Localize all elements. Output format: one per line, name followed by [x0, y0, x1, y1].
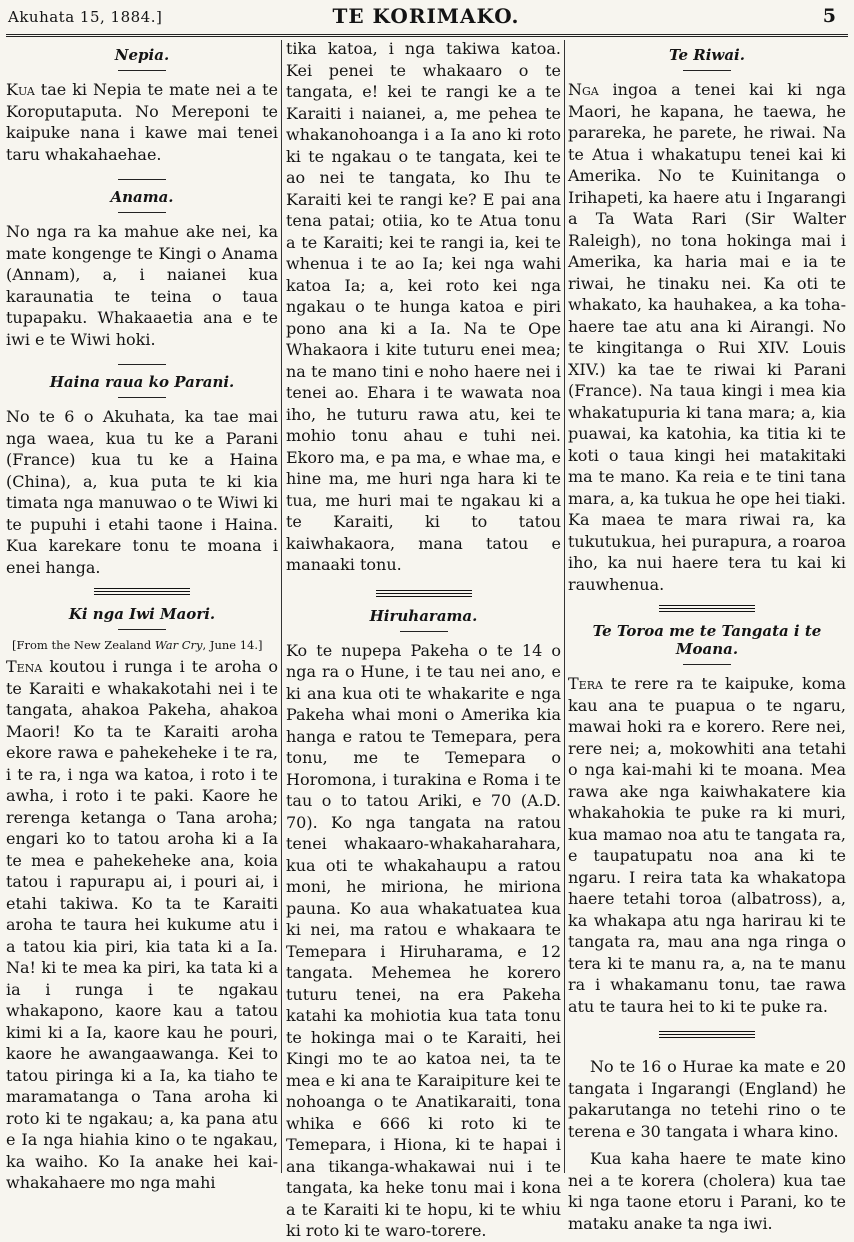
double-rule [659, 1031, 755, 1038]
article-body-hiruharama: Ko te nupepa Pakeha o te 14 o nga ra o Hune, i te tau nei ano, e ki ana kua oti te whakarite e nga Pakeha whai moni o Amerika kia hanga e ratou te Temepara, pera tonu, me te Temepara o Horomona, i turakina e Roma i te tau o to tatou Ariki, e 70 (A.D. 70). Ko nga tangata na ratou tenei whakaaro-whakaharahara, kua oti te whakahaupu a ratou moni, he miriona, he miriona pauna. Ko aua whakatuatea kua ki nei, ma ratou e whakaara te Temepara i Hiruharama, e 12 tangata. Mehemea he korero tuturu tenei, na era Pakeha katahi ka mohiotia kua tata tonu te hokinga mai o te Karaiti, hei Kingi mo te ao katoa nei, ta te mea e ki ana te Karaipiture kei te nohoanga o te Anatikaraiti, tona whika e 666 ki roto ki te Temepara, i Hiona, ki te hapai i ana tikanga-whakawai nui i te tangata, ka heke tonu mai i kona a te Karaiti ki te hopu, ki te whiu ki roto ki te waro-torere. [286, 640, 561, 1240]
article-title-iwi-maori: Ki nga Iwi Maori. [68, 605, 216, 623]
article-body-riwai [568, 79, 846, 595]
source-publication: War Cry [154, 638, 203, 652]
article-body-nepia [6, 79, 278, 165]
article-body-haina: No te 6 o Akuhata, ka tae mai nga waea, kua tu ke a Parani (France) kua tu ke a Haina (China), a, kua puta te ki kia timata nga manuwao o te Wiwi ki te pupuhi i etahi taone i Haina. Kua karekare tonu te moana i enei hanga. [6, 407, 278, 577]
article-text: te rere ra te kaipuke, koma kau ana te puapua o te ngaru, mawai hoki ra e korero. Rere nei, rere nei; a, mokowhiti ana tetahi o nga kai-mahi ki te moana. Mea rawa ake nga kaiwhakatere kia whakahokia te puke ra ki muri, kua mamao noa atu te tangata ra, e taupatupatu noa ana ki te ngaru. I reira tata ka whakatopa haere tetahi toroa (albatross), a, ka whakapa atu nga harirau ki te tangata ra, mau ana nga ringa o tera ki te manu ra, a, na te manu ra i whakamanu tonu, tae rawa atu te taura hei to ki te puke ra. [568, 674, 846, 1016]
article-source [12, 638, 278, 652]
article-title-riwai: Te Riwai. [669, 46, 745, 64]
column-2 [286, 39, 561, 1240]
short-rule [118, 212, 166, 213]
article-body-toroa [568, 673, 846, 1017]
article-text: tae ki Nepia te mate nei a te Koroputaputa. No Mereponi te kaipuke nana i kawe mai tenei taru whakahaehae. [6, 80, 278, 164]
masthead [8, 2, 844, 32]
issue-date: Akuhata 15, 1884.] [8, 8, 163, 26]
notice-england: No te 16 o Hurae ka mate e 20 tangata i Ingarangi (England) he pakarutanga no tetehi rino o te terena e 30 tangata i whara kino. [568, 1057, 846, 1141]
article-title-nepia: Nepia. [114, 46, 170, 64]
column-1 [6, 44, 278, 1192]
short-rule [683, 70, 731, 71]
page-number: 5 [822, 5, 836, 27]
article-title-toroa: Te Toroa me te Tangata i te Moana. [592, 622, 822, 658]
article-body-iwi-maori [6, 656, 278, 1194]
column-3 [568, 44, 846, 1233]
column-divider [564, 40, 565, 1173]
lead-word: Nga [568, 80, 599, 99]
short-rule [118, 397, 166, 398]
article-body-iwi-maori-continued: tika katoa, i nga takiwa katoa. Kei penei te whakaaro o te tangata, e! kei te rangi ke a te Karaiti i naianei, a, me pehea te whakanohoanga i a Ia ano ki roto ki te ngakau o te tangata, kei te ao nei te tangata, ko Ihu te Karaiti kei te rangi ke? E pai ana tena patai; otiia, ko te Atua tonu a te Karaiti; kei te rangi ia, kei te whenua i te ao Ia; kei nga wahi katoa Ia; a, kei roto kei nga ngakau o te hunga katoa e piri pono ana ki a Ia. Na te Ope Whakaora i kite tuturu enei mea; na te mano tini e noho haere nei i tenei ao. Ehara i te wawata noa iho, he tuturu rawa atu, kei te mohio tonu ahau e tuhi nei. Ekoro ma, e pa ma, e whae ma, e hine ma, me huri nga hara ki te tua, me huri mai te ngakau ki a te Karaiti, ki to tatou kaiwhakaora, mana tatou e manaaki tonu. [286, 39, 561, 574]
source-suffix: , June 14.] [202, 638, 263, 652]
header-rule [6, 34, 848, 37]
source-prefix: [From the New Zealand [12, 638, 155, 652]
article-body-anama: No nga ra ka mahue ake nei, ka mate kongenge te Kingi o Anama (Annam), a, i naianei kua karaunatia te teina o taua tupapaku. Whakaaetia ana e te iwi e te Wiwi hoki. [6, 222, 278, 349]
article-title-anama: Anama. [110, 188, 174, 206]
short-rule [683, 664, 731, 665]
article-text: koutou i runga i te aroha o te Karaiti e whakakotahi nei i te tangata, ahakoa Pakeha, ahakoa Maori! Ko ta te Karaiti aroha ekore rawa e pahekeheke i te ra, i te ra, i nga wa katoa, i roto i te awha, i roto i te paki. Kaore he rerenga ketanga o Tana aroha; engari ko to tatou aroha ki a Ia te mea e pahekeheke ana, koia tatou i rapurapu ai, i pouri ai, i etahi takiwa. Ko ta te Karaiti aroha te taura hei kukume atu i a tatou kia piri, kia tata ki a Ia. Na! ki te mea ka piri, ka tata ki a ia i runga i te ngakau whakapono, kaore kau a tatou kimi ki a Ia, kaore kau he pouri, kaore he awangaawanga. Kei to tatou piringa ki a Ia, ka tiaho te maramatanga o Tana aroha ki roto ki te ngakau; a, ka pana atu e Ia nga hiahia kino o te ngakau, ka waiho. Ko Ia anake hei kai-whakahaere mo nga mahi [6, 657, 278, 1192]
article-title-haina: Haina raua ko Parani. [49, 373, 235, 391]
article-text: ingoa a tenei kai ki nga Maori, he kapana, he taewa, he parareka, he parete, he riwai. Na te Atua i whakatupu tenei kai ki Amerika. No te Kuinitanga o Irihapeti, ka haere atu i Ingarangi a Ta Wata Rari (Sir Walter Raleigh), no tona hokinga mai i Amerika, ka haria mai e ia te riwai, he tinaku nei. Ka oti te whakato, ka hauhakea, a ka toha-haere tae atu ana ki Airangi. No te kingitanga o Rui XIV. Louis XIV.) ka tae te riwai ki Parani (France). Na taua kingi i mea kia whakatupuria ki tana mara; a, kia puawai, ka katohia, ka titia ki te koti o taua kingi hei matakitaki ma te mano. Ka reia e te tini tana mara, a, ka tukua he ope hei tiaki. Ka maea te mara riwai ra, ka tukutukua, hei purapura, a roaroa iho, ka nui haere tera tu kai ki rauwhenua. [568, 80, 846, 594]
article-title-hiruharama: Hiruharama. [369, 606, 478, 625]
lead-word: Kua [6, 80, 35, 99]
lead-word: Tena [6, 657, 43, 676]
short-rule [118, 364, 166, 365]
newspaper-title: TE KORIMAKO. [332, 4, 520, 28]
double-rule [94, 588, 190, 595]
short-rule [400, 631, 448, 632]
short-rule [118, 179, 166, 180]
notice-cholera: Kua kaha haere te mate kino nei a te korera (cholera) kua tae ki nga taone etoru i Parani, ko te mataku anake ta nga iwi. [568, 1149, 846, 1233]
double-rule [659, 605, 755, 612]
short-rule [118, 629, 166, 630]
lead-word: Tera [568, 674, 603, 693]
double-rule [376, 590, 472, 597]
column-divider [281, 40, 282, 1173]
short-rule [118, 70, 166, 71]
